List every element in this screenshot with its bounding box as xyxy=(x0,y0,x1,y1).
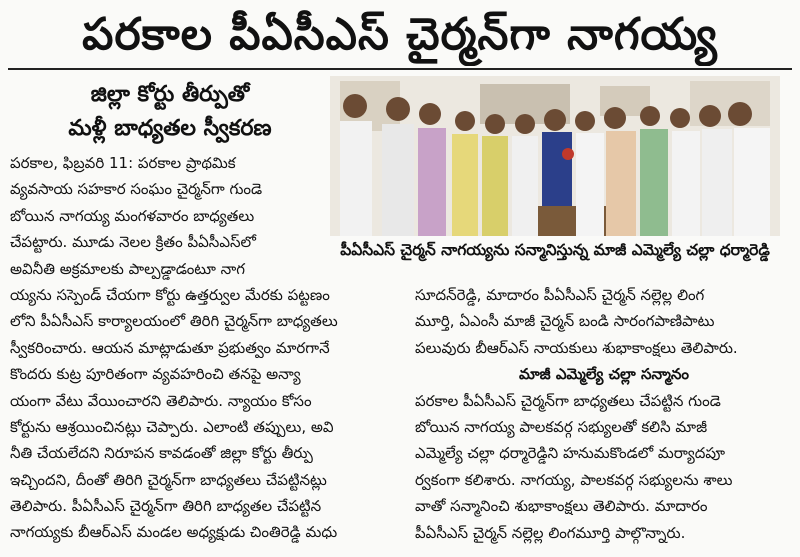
article-line: స్వీకరించారు. ఆయన మాట్లాడుతూ ప్రభుత్వం మారగానే xyxy=(10,338,330,357)
article-line: పరకాల పీఏసీఎస్ చైర్మన్‌గా బాధ్యతలు చేపట్టిన గుండె xyxy=(415,391,721,410)
article-line: వాతో సన్మానించి శుభాకాంక్షలు తెలిపారు. మాదారం xyxy=(415,497,708,516)
article-line: చేపట్టారు. మూడు నెలల క్రితం పీఏసీఎస్‌లో xyxy=(10,233,256,252)
article-line: ర్వకంగా కలిశారు. నాగయ్య, పాలకవర్గ సభ్యులను శాలు xyxy=(415,470,733,489)
article-line: యంగా వేటు వేయించారని తెలిపారు. న్యాయం కోసం xyxy=(10,391,312,410)
article-line: కొందరు కుట్ర పూరితంగా వ్యవహరించి తనపై అన్యా xyxy=(10,365,301,384)
article-line: ఇచ్చిందని, దీంతో తిరిగి చైర్మన్‌గా బాధ్యతలు చేపట్టినట్లు xyxy=(10,470,327,489)
section-heading: మాజీ ఎమ్మెల్యే చల్లా సన్మానం xyxy=(518,365,690,384)
article-line: తెలిపారు. పీఏసీఎస్ చైర్మన్‌గా తిరిగి బాధ్యతల చేపట్టిన xyxy=(10,497,322,516)
subheadline-line-2: మళ్లీ బాధ్యతల స్వీకరణ xyxy=(68,116,272,141)
article-line: మూర్తి, ఏఎంసీ మాజీ చైర్మన్ బండి సారంగపాణిపాటు xyxy=(415,312,715,331)
article-line: వ్యవసాయ సహకార సంఘం చైర్మన్‌గా గుండె xyxy=(10,180,263,199)
article-line: సూదన్‌రెడ్డి, మాదారం పీఏసీఎస్ చైర్మన్ నల్లెల్ల లింగ xyxy=(415,286,705,304)
photo-caption: పీఏసీఎస్ చైర్మన్ నాగయ్యను సన్మానిస్తున్న మాజీ ఎమ్మెల్యే చల్లా ధర్మారెడ్డి xyxy=(340,241,770,259)
headline-rule xyxy=(8,68,792,70)
article-line: నాగయ్యకు బీఆర్ఎస్ మండల అధ్యక్షుడు చింతిరెడ్డి మధు xyxy=(10,523,338,542)
article-line: ఎమ్మెల్యే చల్లా ధర్మారెడ్డిని హనుమకొండలో మర్యాదపూ xyxy=(415,444,725,463)
article-right-column xyxy=(415,282,793,546)
article-line: పరకాల, ఫిబ్రవరి 11: పరకాల ప్రాథమిక xyxy=(10,154,236,172)
article-left-column xyxy=(10,150,402,546)
article-line: లోని పీఏసీఎస్ కార్యాలయంలో తిరిగి చైర్మన్‌గా బాధ్యతలు xyxy=(10,312,338,331)
article-line: బోయిన నాగయ్య మంగళవారం బాధ్యతలు xyxy=(10,206,255,225)
headline: పరకాల పీఏసీఎస్ చైర్మన్‌గా నాగయ్య xyxy=(82,9,718,60)
article-line: నీతి చేయలేదని నిరూపన కావడంతో జిల్లా కోర్టు తీర్పు xyxy=(10,444,313,463)
article-line: అవినీతి అక్రమాలకు పాల్పడ్డాడంటూ నాగ xyxy=(10,259,246,278)
article-line: య్యను సస్పెండ్ చేయగా కోర్టు ఉత్తర్వుల మేరకు పట్టణం xyxy=(10,285,330,304)
article-line: కోర్టును ఆశ్రయించినట్లు చెప్పారు. ఎలాంటి తప్పులు, అవి xyxy=(10,417,334,436)
subheadline-line-1: జిల్లా కోర్టు తీర్పుతో xyxy=(90,82,250,107)
article-line: పలువురు బీఆర్ఎస్ నాయకులు శుభాకాంక్షలు తెలిపారు. xyxy=(415,338,738,357)
article-line: పీఏసీఎస్ చైర్మన్ నల్లెల్ల లింగమూర్తి పాల్గొన్నారు. xyxy=(415,523,686,542)
article-line: బోయిన నాగయ్య పాలకవర్గ సభ్యులతో కలిసి మాజీ xyxy=(415,417,708,436)
